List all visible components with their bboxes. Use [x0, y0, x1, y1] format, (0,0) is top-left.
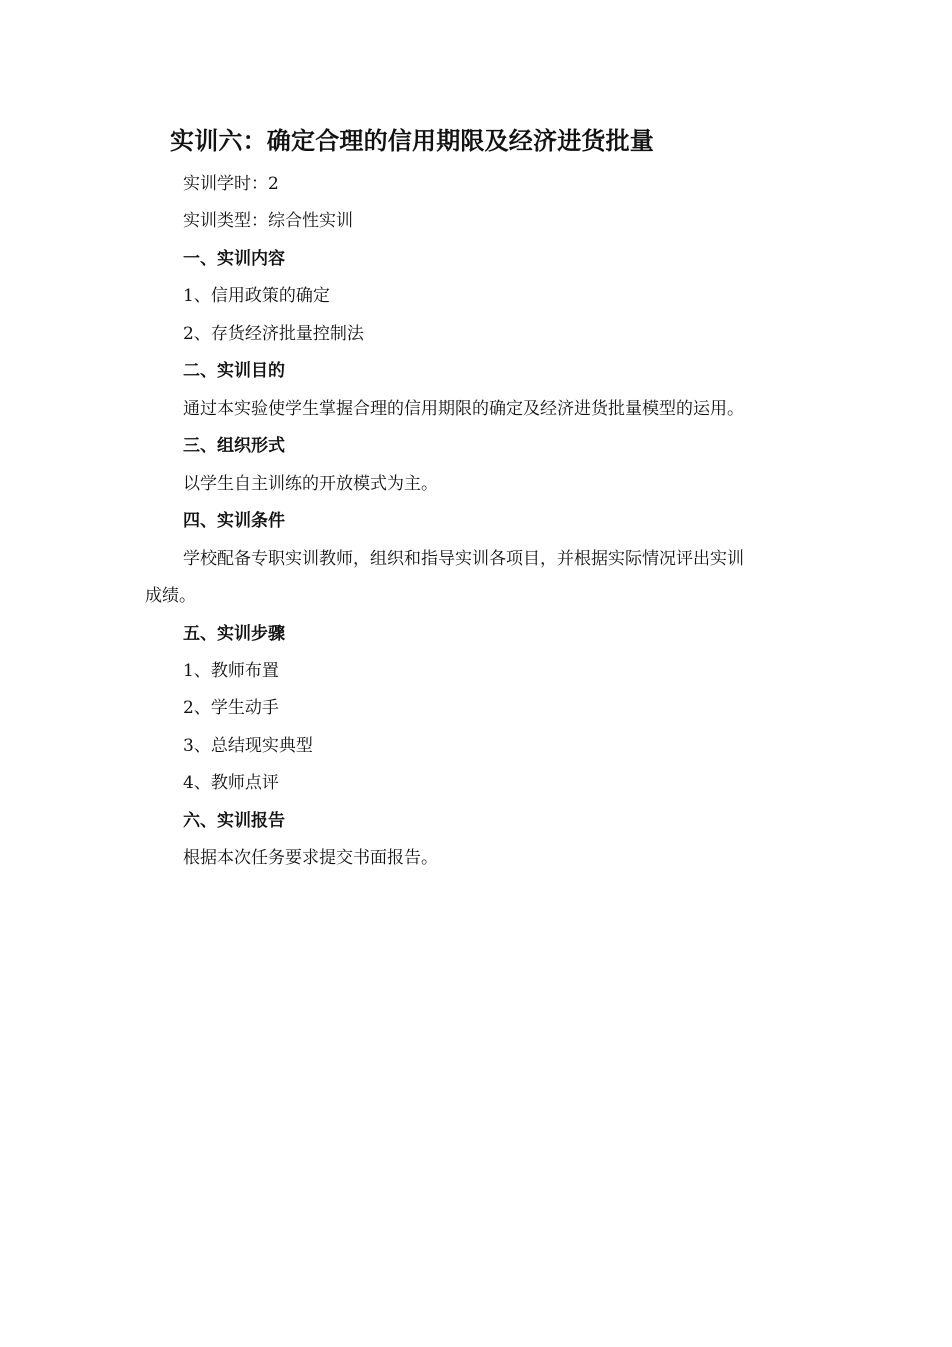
content-item: 1、信用政策的确定 — [183, 286, 330, 306]
report-text: 根据本次任务要求提交书面报告。 — [183, 848, 438, 868]
training-hours: 实训学时：2 — [183, 174, 279, 194]
content-item: 2、存货经济批量控制法 — [183, 324, 364, 344]
section-heading-purpose: 二、实训目的 — [183, 361, 285, 381]
purpose-text: 通过本实验使学生掌握合理的信用期限的确定及经济进货批量模型的运用。 — [183, 399, 744, 419]
step-item: 3、总结现实典型 — [183, 736, 313, 756]
conditions-text-line: 学校配备专职实训教师，组织和指导实训各项目，并根据实际情况评出实训 — [183, 549, 744, 569]
section-heading-organization: 三、组织形式 — [183, 436, 285, 456]
conditions-text-line: 成绩。 — [145, 586, 196, 606]
document-title: 实训六：确定合理的信用期限及经济进货批量 — [170, 126, 654, 155]
section-heading-steps: 五、实训步骤 — [183, 624, 285, 644]
training-type: 实训类型：综合性实训 — [183, 211, 353, 231]
section-heading-content: 一、实训内容 — [183, 249, 285, 269]
step-item: 1、教师布置 — [183, 661, 279, 681]
section-heading-conditions: 四、实训条件 — [183, 511, 285, 531]
section-heading-report: 六、实训报告 — [183, 811, 285, 831]
step-item: 4、教师点评 — [183, 773, 279, 793]
step-item: 2、学生动手 — [183, 698, 279, 718]
organization-text: 以学生自主训练的开放模式为主。 — [183, 474, 438, 494]
